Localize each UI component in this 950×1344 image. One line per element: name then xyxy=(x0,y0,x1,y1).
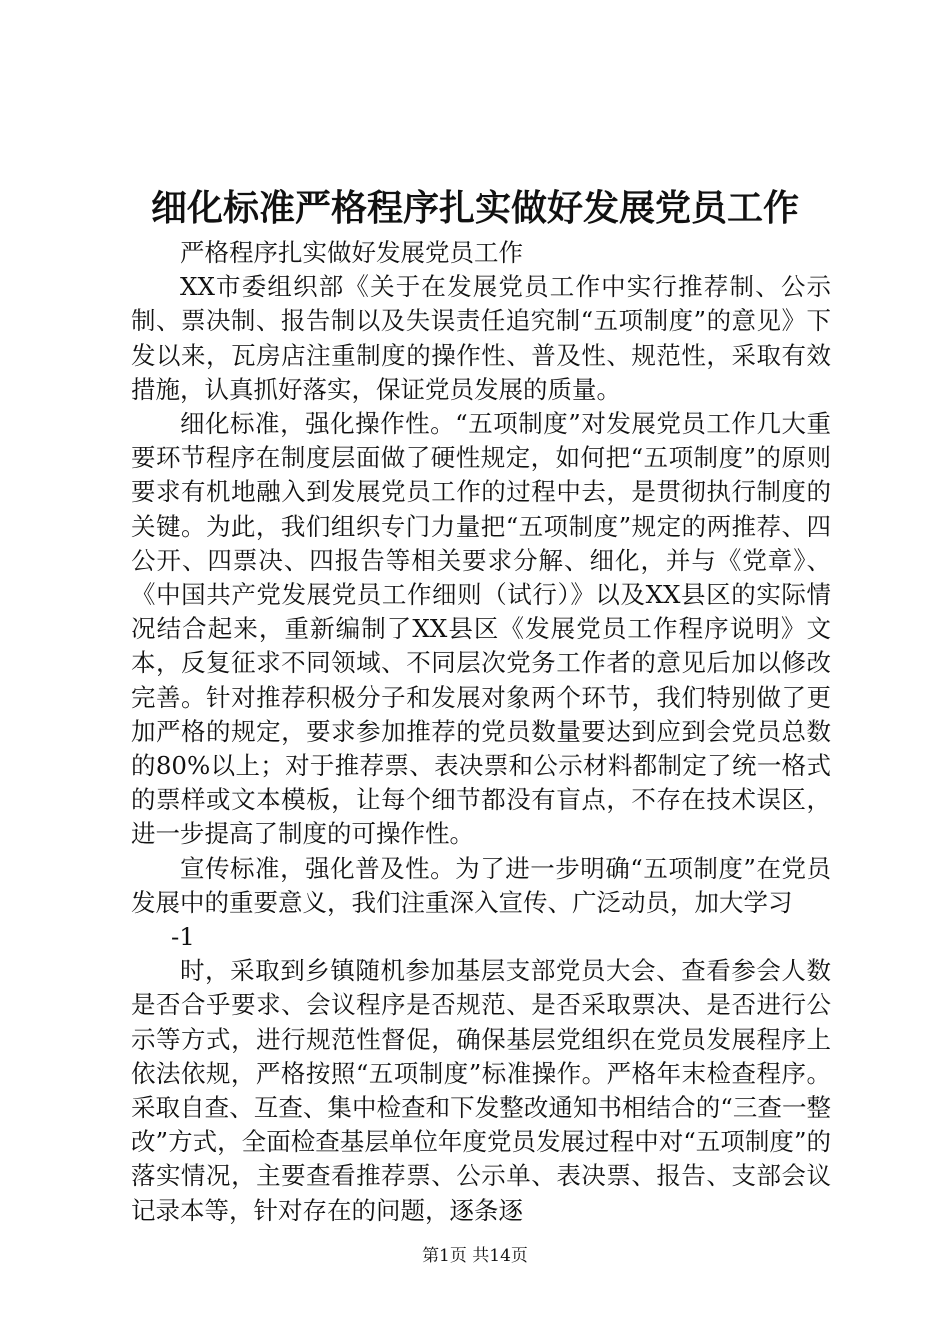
paragraph-continuation: 时，采取到乡镇随机参加基层支部党员大会、查看参会人数是否合乎要求、会议程序是否规范、是否采取票决、是否进行公示等方式，进行规范性督促，确保基层党组织在党员发展程序上依法依规，严格按照“五项制度”标准操作。严格年末检查程序。采取自查、互查、集中检查和下发整改通知书相结合的“三查一整改”方式，全面检查基层单位年度党员发展过程中对“五项制度”的落实情况，主要查看推荐票、公示单、表决票、报告、支部会议记录本等，针对存在的问题，逐条逐 xyxy=(131,956,831,1225)
page-marker: -1 xyxy=(171,922,195,952)
page-footer xyxy=(0,1244,950,1268)
document-title: 细化标准严格程序扎实做好发展党员工作 xyxy=(150,187,799,229)
paragraph-standards-publicity: 宣传标准，强化普及性。为了进一步明确“五项制度”在党员发展中的重要意义，我们注重深入宣传、广泛动员，加大学习 xyxy=(131,853,831,917)
paragraph-subtitle: 严格程序扎实做好发展党员工作 xyxy=(180,238,523,267)
paragraph-standards-operability: 细化标准，强化操作性。“五项制度”对发展党员工作几大重要环节程序在制度层面做了硬性规定，如何把“五项制度”的原则要求有机地融入到发展党员工作的过程中去，是贯彻执行制度的关键。为此，我们组织专门力量把“五项制度”规定的两推荐、四公开、四票决、四报告等相关要求分解、细化，并与《党章》、《中国共产党发展党员工作细则（试行）》以及XX县区的实际情况结合起来，重新编制了XX县区《发展党员工作程序说明》文本，反复征求不同领域、不同层次党务工作者的意见后加以修改完善。针对推荐积极分子和发展对象两个环节，我们特别做了更加严格的规定，要求参加推荐的党员数量要达到应到会党员总数的80%以上；对于推荐票、表决票和公示材料都制定了统一格式的票样或文本模板，让每个细节都没有盲点，不存在技术误区，进一步提高了制度的可操作性。 xyxy=(131,409,831,849)
footer-total-pages: 共14页 xyxy=(472,1246,528,1266)
document-body xyxy=(131,236,831,1228)
footer-page-number: 第1页 xyxy=(422,1246,467,1266)
paragraph-intro: XX市委组织部《关于在发展党员工作中实行推荐制、公示制、票决制、报告制以及失误责任追究制“五项制度”的意见》下发以来，瓦房店注重制度的操作性、普及性、规范性，采取有效措施，认真抓好落实，保证党员发展的质量。 xyxy=(131,272,831,404)
